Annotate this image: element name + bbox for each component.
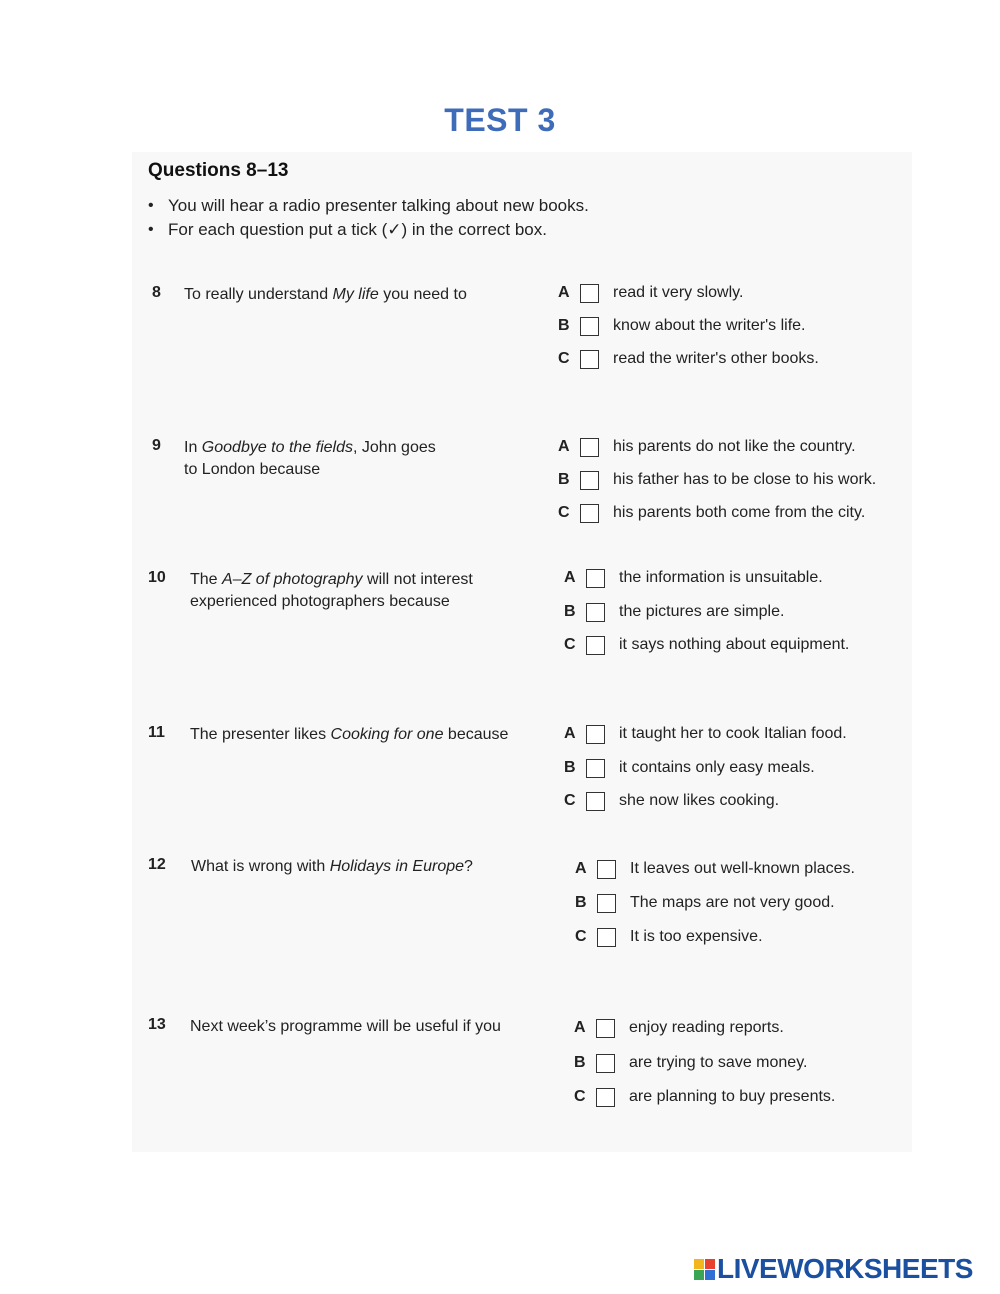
instructions-list	[148, 194, 888, 242]
question-stem: The A–Z of photography will not interest experienced photographers because	[190, 571, 473, 610]
option-text: It leaves out well-known places.	[630, 860, 855, 877]
option-letter: B	[564, 759, 576, 776]
answer-checkbox[interactable]	[586, 569, 605, 588]
option-text: the information is unsuitable.	[619, 569, 823, 586]
option-text: she now likes cooking.	[619, 792, 780, 809]
answer-checkbox[interactable]	[596, 1088, 615, 1107]
bullet-icon: •	[148, 221, 154, 238]
answer-checkbox[interactable]	[580, 504, 599, 523]
question-stem: Next week’s programme will be useful if you	[190, 1018, 501, 1035]
logo-icon	[694, 1259, 715, 1280]
option-13c[interactable]	[574, 1086, 835, 1108]
option-letter: C	[558, 504, 570, 521]
liveworksheets-logo	[694, 1254, 973, 1284]
logo-square	[694, 1259, 704, 1269]
option-letter: C	[558, 350, 570, 367]
answer-checkbox[interactable]	[580, 438, 599, 457]
answer-checkbox[interactable]	[580, 284, 599, 303]
option-text: are planning to buy presents.	[629, 1088, 836, 1105]
option-8b[interactable]	[558, 315, 805, 337]
option-10a[interactable]	[564, 567, 823, 589]
option-10c[interactable]	[564, 634, 849, 656]
option-9b[interactable]	[558, 469, 876, 491]
option-letter: B	[558, 471, 570, 488]
question-stem: In Goodbye to the fields, John goes to London because	[184, 439, 436, 478]
option-letter: B	[574, 1054, 586, 1071]
question-stem: To really understand My life you need to	[184, 286, 467, 303]
option-text: read the writer's other books.	[613, 350, 819, 367]
option-letter: A	[564, 569, 576, 586]
question-number: 12	[148, 856, 166, 873]
answer-checkbox[interactable]	[586, 725, 605, 744]
option-text: read it very slowly.	[613, 284, 744, 301]
option-9a[interactable]	[558, 436, 856, 458]
option-letter: B	[575, 894, 587, 911]
option-9c[interactable]	[558, 502, 865, 524]
option-text: it taught her to cook Italian food.	[619, 725, 847, 742]
answer-checkbox[interactable]	[586, 792, 605, 811]
option-12b[interactable]	[575, 892, 835, 914]
option-text: know about the writer's life.	[613, 317, 806, 334]
question-number: 13	[148, 1016, 166, 1033]
option-letter: A	[558, 438, 570, 455]
option-letter: A	[558, 284, 570, 301]
answer-checkbox[interactable]	[580, 350, 599, 369]
option-text: his father has to be close to his work.	[613, 471, 877, 488]
answer-checkbox[interactable]	[586, 636, 605, 655]
question-number: 8	[152, 284, 161, 301]
answer-checkbox[interactable]	[580, 471, 599, 490]
option-letter: C	[574, 1088, 586, 1105]
option-text: his parents both come from the city.	[613, 504, 866, 521]
answer-checkbox[interactable]	[597, 894, 616, 913]
option-letter: A	[575, 860, 587, 877]
logo-text: LIVEWORKSHEETS	[717, 1253, 973, 1284]
answer-checkbox[interactable]	[586, 759, 605, 778]
answer-checkbox[interactable]	[597, 860, 616, 879]
option-11b[interactable]	[564, 757, 815, 779]
option-8c[interactable]	[558, 348, 819, 370]
instruction-item: • For each question put a tick (✓) in the correct box.	[168, 218, 888, 242]
option-12c[interactable]	[575, 926, 763, 948]
option-13b[interactable]	[574, 1052, 807, 1074]
logo-square	[694, 1270, 704, 1280]
option-letter: C	[564, 636, 576, 653]
option-letter: B	[558, 317, 570, 334]
answer-checkbox[interactable]	[597, 928, 616, 947]
option-13a[interactable]	[574, 1017, 784, 1039]
question-stem: What is wrong with Holidays in Europe?	[191, 858, 473, 875]
option-letter: A	[564, 725, 576, 742]
option-text: it contains only easy meals.	[619, 759, 815, 776]
answer-checkbox[interactable]	[596, 1019, 615, 1038]
option-letter: C	[564, 792, 576, 809]
answer-checkbox[interactable]	[596, 1054, 615, 1073]
option-letter: A	[574, 1019, 586, 1036]
option-text: it says nothing about equipment.	[619, 636, 850, 653]
option-text: are trying to save money.	[629, 1054, 808, 1071]
option-text: the pictures are simple.	[619, 603, 785, 620]
option-letter: C	[575, 928, 587, 945]
option-8a[interactable]	[558, 282, 743, 304]
page-title: TEST 3	[444, 102, 556, 138]
question-number: 9	[152, 437, 161, 454]
question-number: 11	[148, 724, 165, 741]
instruction-item: • You will hear a radio presenter talking about new books.	[168, 194, 888, 218]
logo-square	[705, 1259, 715, 1269]
question-stem: The presenter likes Cooking for one because	[190, 726, 509, 743]
option-10b[interactable]	[564, 601, 784, 623]
answer-checkbox[interactable]	[580, 317, 599, 336]
question-number: 10	[148, 569, 166, 586]
logo-square	[705, 1270, 715, 1280]
bullet-icon: •	[148, 197, 154, 214]
option-11a[interactable]	[564, 723, 847, 745]
answer-checkbox[interactable]	[586, 603, 605, 622]
option-text: enjoy reading reports.	[629, 1019, 784, 1036]
option-11c[interactable]	[564, 790, 779, 812]
option-text: It is too expensive.	[630, 928, 763, 945]
instructions-block	[148, 160, 888, 242]
option-12a[interactable]	[575, 858, 855, 880]
option-text: The maps are not very good.	[630, 894, 835, 911]
option-letter: B	[564, 603, 576, 620]
option-text: his parents do not like the country.	[613, 438, 856, 455]
questions-heading: Questions 8–13	[148, 160, 289, 181]
